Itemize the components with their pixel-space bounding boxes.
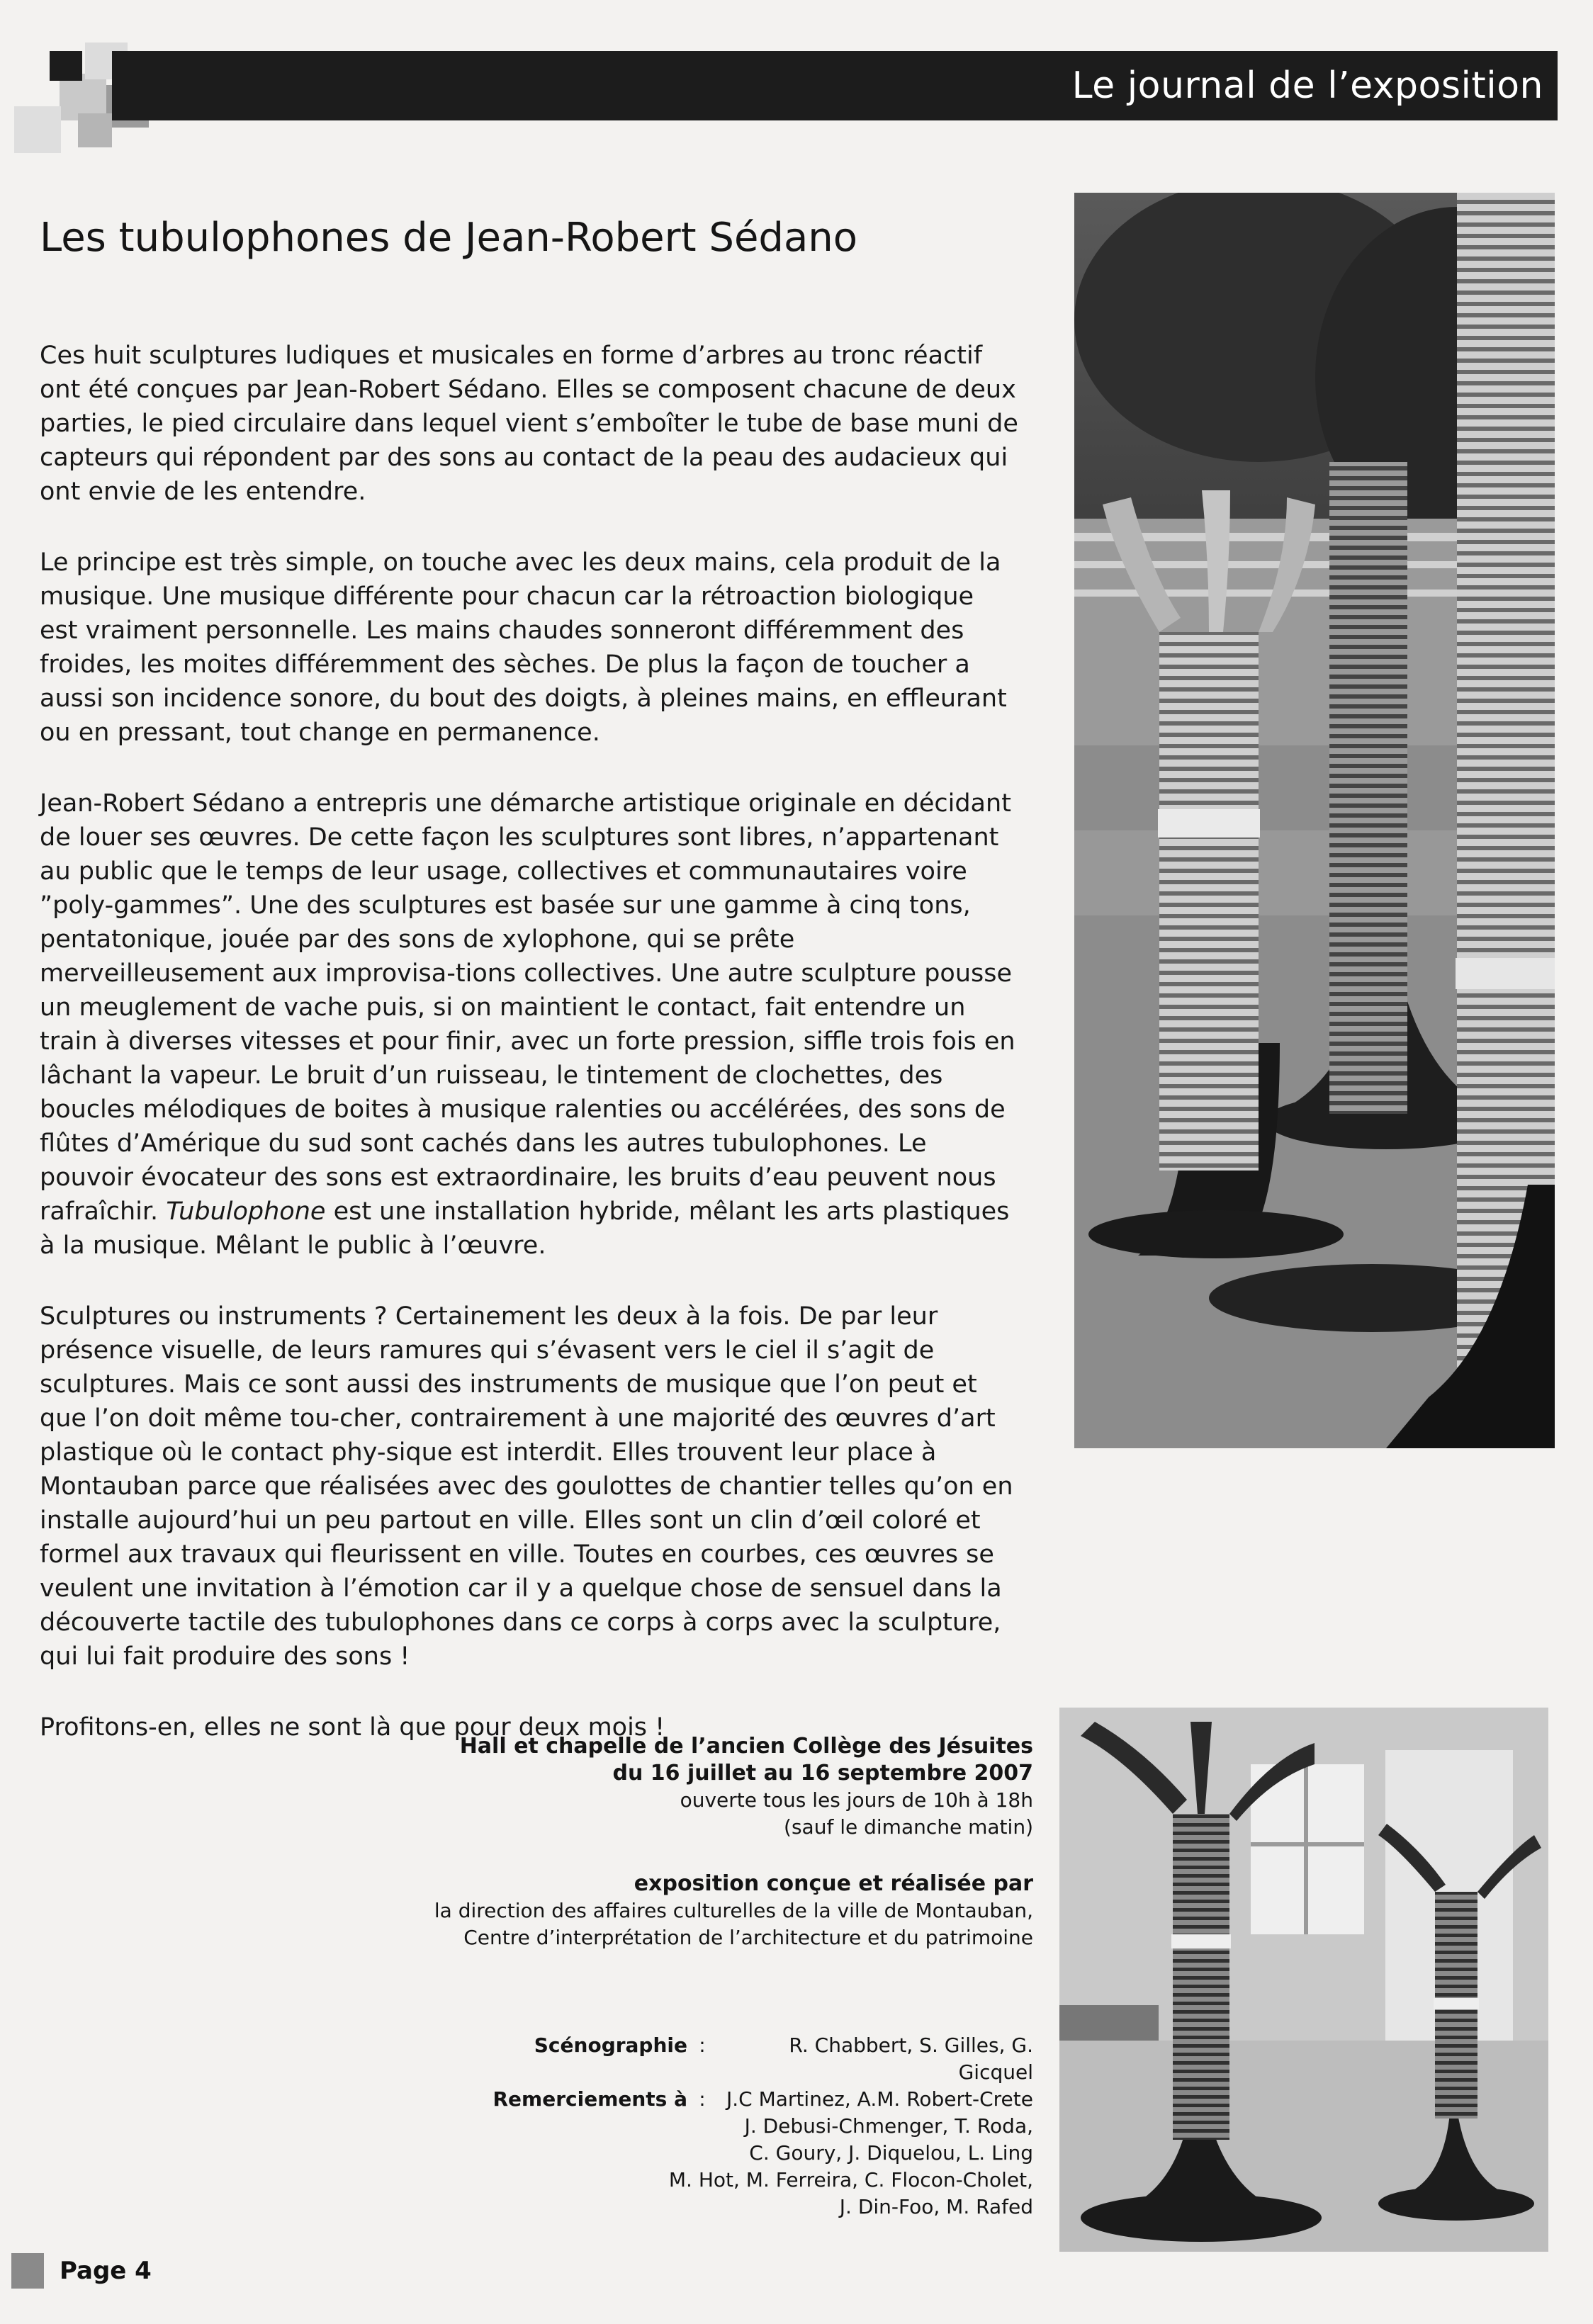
- colon: :: [699, 2087, 706, 2111]
- article-body: [40, 339, 1019, 1781]
- thanks-label: Remerciements à: [492, 2087, 687, 2111]
- opening-hours-note: (sauf le dimanche matin): [784, 1815, 1033, 1839]
- paragraph: Profitons-en, elles ne sont là que pour deux mois !: [40, 1713, 665, 1742]
- header-bar: [112, 51, 1558, 120]
- opening-hours: ouverte tous les jours de 10h à 18h: [680, 1788, 1033, 1812]
- paragraph: Ces huit sculptures ludiques et musicales en forme d’arbres au tronc réactif ont été conçues par Jean-Robert Sédano. Elles se composent chacune de deux parties, le pied circulaire dans lequel vient s’emboîter le tube de base muni de capteurs qui répondent par des sons au contact de la peau des audacieux qui ont envie de les entendre.: [40, 342, 1018, 506]
- dates: du 16 juillet au 16 septembre 2007: [612, 1761, 1033, 1786]
- italic-term: Tubulophone: [166, 1197, 326, 1226]
- paragraph: [40, 786, 1019, 1263]
- article-title: Les tubulophones de Jean-Robert Sédano: [40, 215, 858, 261]
- thanks-names: C. Goury, J. Diquelou, L. Ling: [749, 2141, 1033, 2165]
- paragraph-text: est une installation hybride, mêlant les arts plastiques à la musique. Mêlant le public à l’œuvre.: [40, 1197, 1010, 1260]
- scenography-label: Scénographie: [534, 2034, 687, 2057]
- sculpture-photo-outdoor: [1074, 193, 1555, 1448]
- paragraph: Le principe est très simple, on touche avec les deux mains, cela produit de la musique. Une musique différente pour chacun car la rétroaction biologique est vraiment personnelle. Les mains chaudes sonneront différemment des froides, les moites différemment des sèches. De plus la façon de toucher a aussi son incidence sonore, du bout des doigts, à pleines mains, en effleurant ou en pressant, tout change en permanence.: [40, 548, 1007, 747]
- thanks-names: M. Hot, M. Ferreira, C. Flocon-Cholet,: [668, 2168, 1033, 2192]
- sculpture-photo-indoor: [1059, 1708, 1548, 2252]
- thanks-names: J. Din-Foo, M. Rafed: [839, 2195, 1033, 2218]
- organizer-line: Centre d’interprétation de l’architecture et du patrimoine: [463, 1926, 1033, 1949]
- paragraph: Sculptures ou instruments ? Certainement les deux à la fois. De par leur présence visuelle, de leurs ramures qui s’évasent vers le ciel il s’agit de sculptures. Mais ce sont aussi des instruments de musique que l’on peut et que l’on doit même tou-cher, contrairement à une majorité des œuvres d’art plastique où le contact phy-sique est interdit. Elles trouvent leur place à Montauban parce que réalisées avec des goulottes de chantier telles qu’on en installe aujourd’hui un peu partout en ville. Elles sont un clin d’œil coloré et formel aux travaux qui fleurissent en ville. Toutes en courbes, ces œuvres se veulent une invitation à l’émotion car il y a quelque chose de sensuel dans la découverte tactile des tubulophones dans ce corps à corps avec la sculpture, qui lui fait produire des sons !: [40, 1302, 1013, 1671]
- credit-row-scenography: [368, 2032, 1033, 2086]
- organizer-line: la direction des affaires culturelles de la ville de Montauban,: [434, 1899, 1033, 1922]
- exhibition-info: [368, 1733, 1033, 1951]
- thanks-names: J.C Martinez, A.M. Robert-Crete: [726, 2087, 1033, 2111]
- credits: [368, 2032, 1033, 2221]
- page-number: Page 4: [60, 2257, 152, 2285]
- thanks-names: J. Debusi-Chmenger, T. Roda,: [744, 2114, 1033, 2138]
- venue: Hall et chapelle de l’ancien Collège des Jésuites: [459, 1734, 1033, 1759]
- colon: :: [699, 2034, 706, 2057]
- credit-row-thanks: [368, 2086, 1033, 2113]
- header-title: Le journal de l’exposition: [1071, 64, 1543, 107]
- organizer-label: exposition conçue et réalisée par: [634, 1871, 1033, 1896]
- paragraph-text: Jean-Robert Sédano a entrepris une démarche artistique originale en décidant de louer ses œuvres. De cette façon les sculptures sont libres, n’appartenant au public que le temps de leur usage, collectives et communautaires voire ”poly-gammes”. Une des sculptures est basée sur une gamme à cinq tons, pentatonique, jouée par des sons de xylophone, qui se prête merveilleusement aux improvisa-tions collectives. Une autre sculpture pousse un meuglement de vache puis, si on maintient le contact, fait entendre un train à diverses vitesses et pour finir, avec un forte pression, siffle trois fois en lâchant la vapeur. Le bruit d’un ruisseau, le tintement de clochettes, des boucles mélodiques de boites à musique ralenties ou accélérées, des sons de flûtes d’Amérique du sud sont cachés dans les autres tubulophones. Le pouvoir évocateur des sons est extraordinaire, les bruits d’eau peuvent nous rafraîchir.: [40, 789, 1015, 1226]
- page-marker: [11, 2253, 44, 2289]
- scenography-names: R. Chabbert, S. Gilles, G. Gicquel: [789, 2034, 1033, 2084]
